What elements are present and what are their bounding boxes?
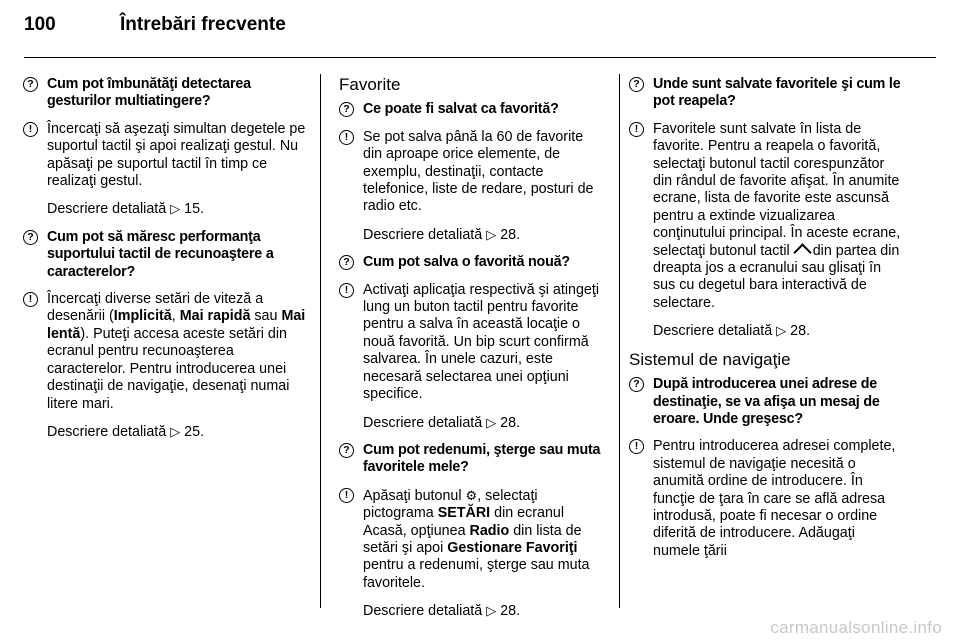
question <box>339 442 605 477</box>
answer-text: Apăsaţi butonul ⚙, selectaţi pictograma SETĂRI din ecranul Acasă, opţiunea Radio din lista de setări şi apoi Gestionare Favoriţi pentru a redenumi, şterge sau muta favoritele. <box>363 487 590 591</box>
triangle-right-icon: ▷ <box>170 201 181 217</box>
reference-page: 15. <box>184 201 205 218</box>
answer <box>339 129 605 216</box>
reference <box>629 322 905 340</box>
triangle-right-icon: ▷ <box>776 323 787 339</box>
question-mark-icon: ? <box>23 77 38 92</box>
column-divider <box>619 74 620 608</box>
header-rule <box>24 57 936 58</box>
reference-label: Descriere detaliată <box>653 323 773 340</box>
reference-label: Descriere detaliată <box>47 201 167 218</box>
option-default: Implicită <box>113 308 172 325</box>
exclamation-icon: ! <box>339 130 354 145</box>
settings-label: SETĂRI <box>437 505 491 522</box>
question-mark-icon: ? <box>339 255 354 270</box>
answer <box>339 282 605 404</box>
exclamation-icon: ! <box>339 488 354 503</box>
triangle-right-icon: ▷ <box>170 423 181 439</box>
question <box>629 376 905 428</box>
column-2 <box>339 76 605 631</box>
answer <box>23 121 307 191</box>
question-mark-icon: ? <box>339 443 354 458</box>
question <box>23 76 307 111</box>
reference <box>339 226 605 244</box>
exclamation-icon: ! <box>629 122 644 137</box>
radio-label: Radio <box>469 522 510 539</box>
reference-page: 28. <box>500 414 521 431</box>
section-heading: Sistemul de navigaţie <box>629 349 791 369</box>
answer <box>23 291 307 413</box>
exclamation-icon: ! <box>23 122 38 137</box>
question <box>339 254 605 271</box>
question-text: Unde sunt salvate favoritele şi cum le pot reapela? <box>653 76 901 110</box>
question-mark-icon: ? <box>629 77 644 92</box>
page-title: Întrebări frecvente <box>120 14 286 35</box>
answer-text: Favoritele sunt salvate în lista de favorite. Pentru a reapela o favorită, selectaţi butonul tactil corespunzător din rândul de favorite afişat. În anumite ecrane, lista de favorite este ascunsă pentru a extinde vizualizarea conţinutului principal. În aceste ecrane, selectaţi butonul tactil din partea din dreapta jos a ecranului sau glisaţi în sus cu degetul bara interactivă de selectare. <box>653 120 901 311</box>
exclamation-icon: ! <box>339 283 354 298</box>
reference-label: Descriere detaliată <box>47 423 167 440</box>
reference <box>23 423 307 441</box>
question-text: Cum pot îmbunătăţi detectarea gesturilor multiatingere? <box>47 76 251 110</box>
question-text: Cum pot redenumi, şterge sau muta favoritele mele? <box>363 441 601 476</box>
question-text: Ce poate fi salvat ca favorită? <box>363 101 559 118</box>
exclamation-icon: ! <box>23 292 38 307</box>
page-number: 100 <box>24 14 56 35</box>
option-faster: Mai rapidă <box>179 308 251 325</box>
answer <box>339 487 605 592</box>
question-text: După introducerea unei adrese de destinaţie, se va afişa un mesaj de eroare. Unde greşesc? <box>653 376 880 427</box>
reference <box>339 602 605 620</box>
triangle-right-icon: ▷ <box>486 414 497 430</box>
question <box>629 76 905 111</box>
question-text: Cum pot salva o favorită nouă? <box>363 254 570 271</box>
answer-text: Se pot salva până la 60 de favorite din aproape orice elemente, de exemplu, destinaţii, contacte telefonice, liste de redare, posturi de radio etc. <box>363 128 594 215</box>
column-3 <box>629 76 905 570</box>
reference-page: 25. <box>184 423 205 440</box>
answer <box>629 438 905 560</box>
triangle-right-icon: ▷ <box>486 226 497 242</box>
answer-text: Activaţi aplicaţia respectivă şi atingeţi lung un buton tactil pentru favorite pentru a salva în această locaţie o nouă favorită. Un bip scurt confirmă salvarea. În unele cazuri, este necesară selectarea unei opţiuni specifice. <box>363 281 600 403</box>
column-divider <box>320 74 321 608</box>
reference-label: Descriere detaliată <box>363 414 483 431</box>
reference-label: Descriere detaliată <box>363 226 483 243</box>
page-header <box>24 14 286 50</box>
answer-text: Încercaţi să aşezaţi simultan degetele pe suportul tactil şi apoi realizaţi gestul. Nu apăsaţi pe suportul tactil în timp ce realizaţi gestul. <box>47 120 306 190</box>
exclamation-icon: ! <box>629 439 644 454</box>
section-heading: Favorite <box>339 75 401 94</box>
reference-label: Descriere detaliată <box>363 603 483 620</box>
question-mark-icon: ? <box>23 230 38 245</box>
answer-text: Încercaţi diverse setări de viteză a desenării (Implicită, Mai rapidă sau Mai lentă). Puteţi accesa aceste setări din ecranul pentru recunoaşterea caracterelor. Pentru introducerea unei destinaţii de navigaţie, desenaţi numai litere mari. <box>47 291 306 412</box>
reference <box>339 414 605 432</box>
answer-text: Pentru introducerea adresei complete, sistemul de navigaţie necesită o anumită ordine de introducere. În funcţie de ţara în care se află adresa introdusă, poate fi necesar o ordine diferită de introducere. Adăugaţi numele ţării <box>653 438 896 559</box>
question-text: Cum pot să măresc performanţa suportului tactil de recunoaştere a caracterelor? <box>47 228 274 280</box>
manage-favourites-label: Gestionare Favoriţi <box>447 539 578 556</box>
reference <box>23 200 307 218</box>
option-slower: Mai lentă <box>47 308 306 342</box>
watermark: carmanualsonline.info <box>770 618 942 637</box>
reference-page: 28. <box>500 226 521 243</box>
reference-page: 28. <box>500 603 521 620</box>
reference-page: 28. <box>790 323 811 340</box>
chevron-up-icon <box>793 243 811 261</box>
gear-icon: ⚙ <box>465 487 478 503</box>
question <box>23 229 307 281</box>
question-mark-icon: ? <box>339 102 354 117</box>
question <box>339 101 605 118</box>
column-1 <box>23 76 307 451</box>
question-mark-icon: ? <box>629 377 644 392</box>
answer <box>629 121 905 312</box>
triangle-right-icon: ▷ <box>486 603 497 619</box>
